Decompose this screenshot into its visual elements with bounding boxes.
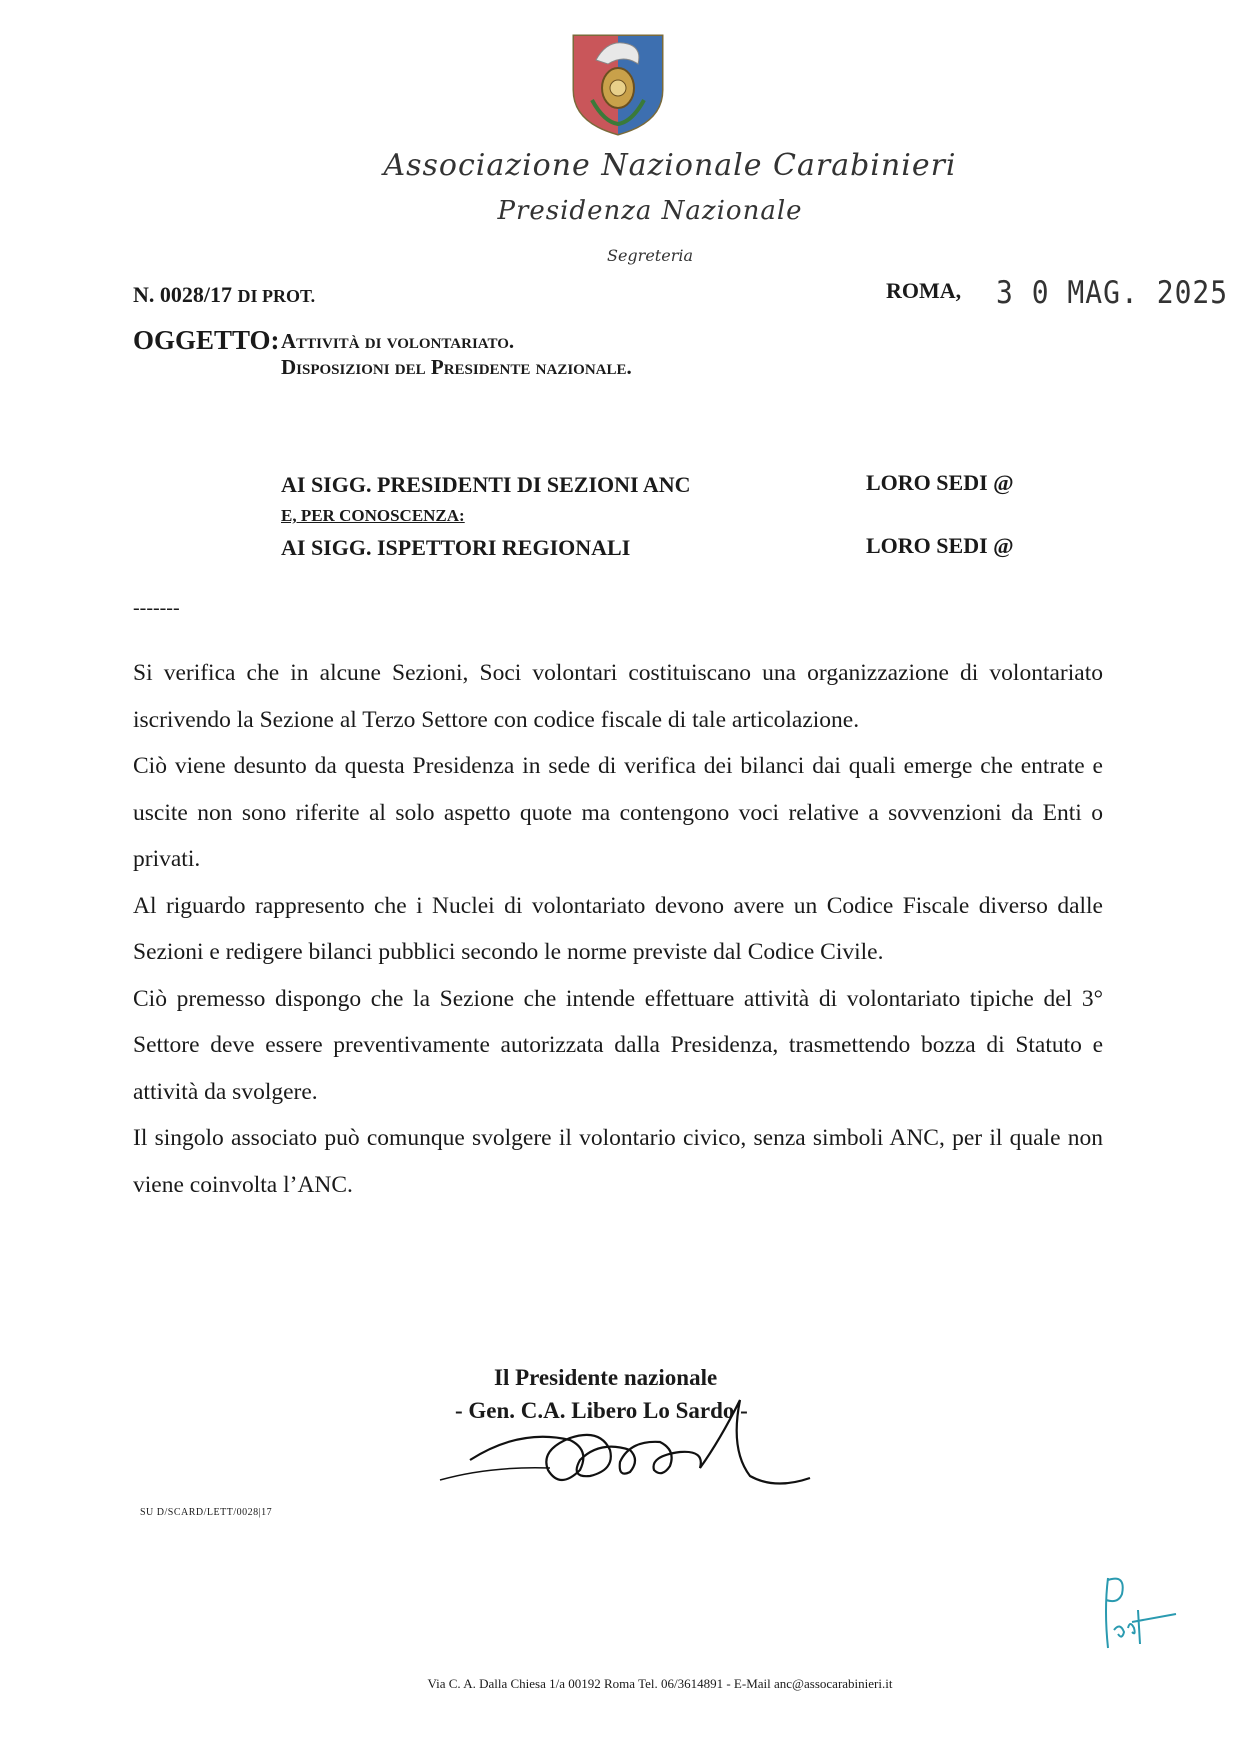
footer-contact: Via C. A. Dalla Chiesa 1/a 00192 Roma Tel. 06/3614891 - E-Mail anc@assocarabinieri.it xyxy=(427,1676,893,1691)
subject-line-2: Disposizioni del Presidente nazionale. xyxy=(281,355,632,379)
signatory-title: Il Presidente nazionale xyxy=(494,1365,718,1390)
body-paragraph: Ciò viene desunto da questa Presidenza in sede di verifica dei bilanci dai quali emerge che entrate e uscite non sono riferite al solo aspetto quote ma contengono voci relative a sovvenzioni da Enti o privati. xyxy=(133,753,1103,872)
letterhead-presidency: Presidenza Nazionale xyxy=(497,196,803,226)
body-paragraph: Al riguardo rappresento che i Nuclei di volontariato devono avere un Codice Fiscale diverso dalle Sezioni e redigere bilanci pubblici secondo le norme previste dal Codice Civile. xyxy=(133,892,1103,965)
recipient-cc: AI SIGG. ISPETTORI REGIONALI xyxy=(281,535,631,560)
subject-label: OGGETTO: xyxy=(133,325,280,355)
letterhead-secretariat: Segreteria xyxy=(607,246,693,265)
letter-body xyxy=(133,650,1103,1208)
body-paragraph: Si verifica che in alcune Sezioni, Soci volontari costituiscano una organizzazione di volontariato iscrivendo la Sezione al Terzo Settore con codice fiscale di tale articolazione. xyxy=(133,660,1103,733)
signatory-name: - Gen. C.A. Libero Lo Sardo - xyxy=(455,1398,748,1423)
recipient-primary: AI SIGG. PRESIDENTI DI SEZIONI ANC xyxy=(281,472,691,497)
separator: ------- xyxy=(133,597,180,619)
subject-line-1: Attività di volontariato. xyxy=(281,329,515,353)
initials-mark-icon xyxy=(1096,1570,1191,1655)
recipient-cc-dest: LORO SEDI @ xyxy=(866,533,1014,558)
letterhead-association: Associazione Nazionale Carabinieri xyxy=(383,148,957,183)
cc-label: E, PER CONOSCENZA: xyxy=(281,506,465,525)
body-paragraph: Il singolo associato può comunque svolgere il volontario civico, senza simboli ANC, per il quale non viene coinvolta l’ANC. xyxy=(133,1125,1103,1198)
protocol-number xyxy=(133,282,315,308)
protocol-number-value: N. 0028/17 xyxy=(133,282,232,307)
date-stamp: 3 0 MAG. 2025 xyxy=(996,274,1229,311)
carabinieri-crest-icon xyxy=(568,30,668,138)
protocol-suffix: DI PROT. xyxy=(237,286,316,306)
handwritten-signature-icon xyxy=(430,1380,890,1500)
body-paragraph: Ciò premesso dispongo che la Sezione che intende effettuare attività di volontariato tipiche del 3° Settore deve essere preventivamente autorizzata dalla Presidenza, trasmettendo bozza di Statuto e attività da svolgere. xyxy=(133,985,1103,1105)
city: ROMA, xyxy=(886,278,962,303)
document-reference: SU D/SCARD/LETT/0028|17 xyxy=(140,1507,273,1518)
recipient-primary-dest: LORO SEDI @ xyxy=(866,470,1014,495)
